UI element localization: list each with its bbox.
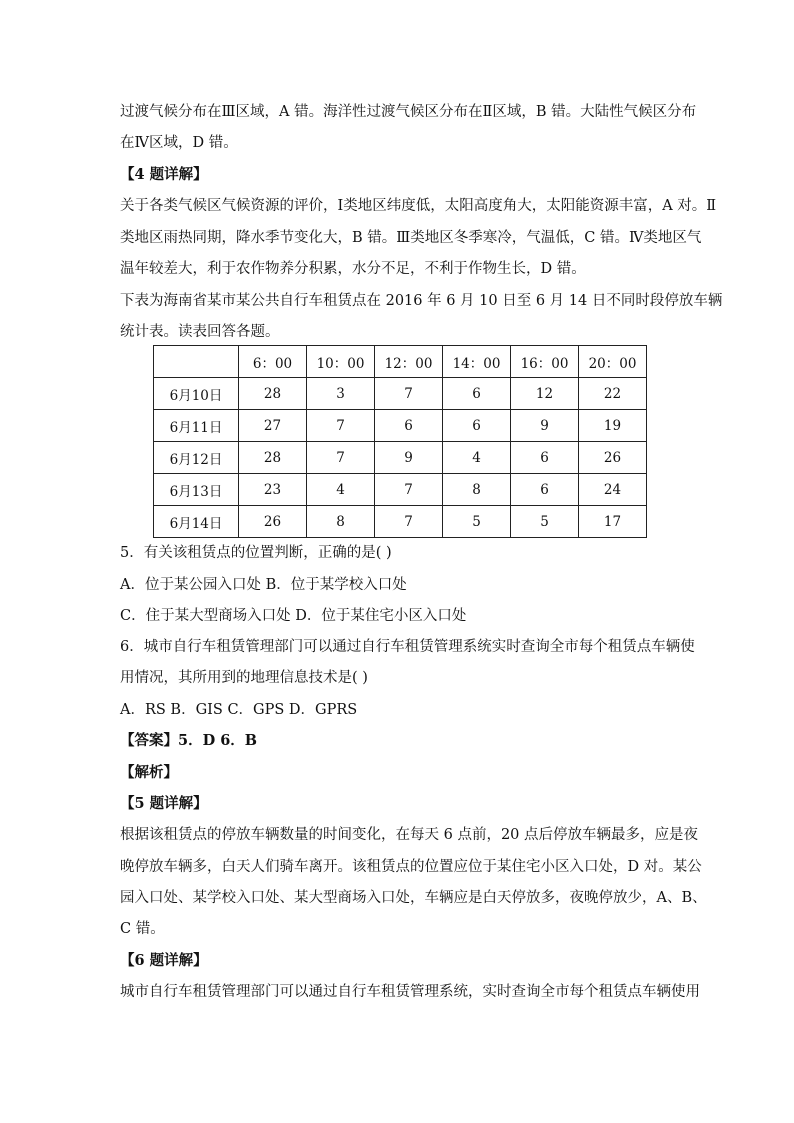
table-row xyxy=(154,410,647,442)
column-header: 20：00 xyxy=(579,346,647,378)
table-cell: 9 xyxy=(511,410,579,442)
table-cell: 7 xyxy=(307,410,375,442)
text-line: 统计表。读表回答各题。 xyxy=(120,324,280,340)
table-cell: 4 xyxy=(443,442,511,474)
text-line: 温年较差大，利于农作物养分积累，水分不足，不利于作物生长，D 错。 xyxy=(120,261,586,277)
question-5: 5．有关该租赁点的位置判断，正确的是( ) xyxy=(120,545,392,561)
column-header: 16：00 xyxy=(511,346,579,378)
answer-line: 【答案】5．D 6．B xyxy=(120,732,258,749)
table-cell: 8 xyxy=(307,506,375,538)
table-cell: 26 xyxy=(579,442,647,474)
table-cell: 5 xyxy=(511,506,579,538)
table-cell: 22 xyxy=(579,378,647,410)
analysis-heading: 【解析】 xyxy=(120,764,178,781)
section-heading: 【6 题详解】 xyxy=(120,952,208,969)
table-cell: 6 xyxy=(443,410,511,442)
row-label: 6月11日 xyxy=(154,410,239,442)
table-row xyxy=(154,506,647,538)
table-row xyxy=(154,378,647,410)
table-cell: 3 xyxy=(307,378,375,410)
table-cell: 19 xyxy=(579,410,647,442)
question-6-cont: 用情况，其所用到的地理信息技术是( ) xyxy=(120,670,368,686)
text-line: 在Ⅳ区域，D 错。 xyxy=(120,135,238,151)
text-line: 关于各类气候区气候资源的评价，Ⅰ类地区纬度低，太阳高度角大，太阳能资源丰富，A 对。Ⅱ xyxy=(120,198,717,214)
text-line: 晚停放车辆多，白天人们骑车离开。该租赁点的位置应位于某住宅小区入口处，D 对。某公 xyxy=(120,859,702,875)
question-5-options-cd: C．住于某大型商场入口处 D．位于某住宅小区入口处 xyxy=(120,608,467,624)
row-label: 6月12日 xyxy=(154,442,239,474)
table-cell: 28 xyxy=(239,442,307,474)
text-line: 根据该租赁点的停放车辆数量的时间变化，在每天 6 点前，20 点后停放车辆最多，应是夜 xyxy=(120,827,698,843)
table-cell: 8 xyxy=(443,474,511,506)
table-cell: 12 xyxy=(511,378,579,410)
table-cell: 17 xyxy=(579,506,647,538)
parking-stats-table xyxy=(153,345,647,538)
column-header: 14：00 xyxy=(443,346,511,378)
table-corner-cell xyxy=(154,346,239,378)
table-cell: 7 xyxy=(307,442,375,474)
question-6-options: A．RS B．GIS C．GPS D．GPRS xyxy=(120,702,358,718)
question-6: 6．城市自行车租赁管理部门可以通过自行车租赁管理系统实时查询全市每个租赁点车辆使 xyxy=(120,639,695,655)
text-line: 类地区雨热同期，降水季节变化大，B 错。Ⅲ类地区冬季寒冷，气温低，C 错。Ⅳ类地区气 xyxy=(120,230,702,246)
section-heading: 【4 题详解】 xyxy=(120,166,208,183)
table-cell: 24 xyxy=(579,474,647,506)
section-heading: 【5 题详解】 xyxy=(120,795,208,812)
row-label: 6月13日 xyxy=(154,474,239,506)
text-line: 园入口处、某学校入口处、某大型商场入口处，车辆应是白天停放多，夜晚停放少，A、B、 xyxy=(120,890,707,906)
text-line: 城市自行车租赁管理部门可以通过自行车租赁管理系统，实时查询全市每个租赁点车辆使用 xyxy=(120,984,700,1000)
table-cell: 5 xyxy=(443,506,511,538)
table-cell: 23 xyxy=(239,474,307,506)
text-line: C 错。 xyxy=(120,921,165,937)
table-cell: 4 xyxy=(307,474,375,506)
table-row xyxy=(154,442,647,474)
table-cell: 7 xyxy=(375,474,443,506)
row-label: 6月10日 xyxy=(154,378,239,410)
table-cell: 26 xyxy=(239,506,307,538)
text-line: 下表为海南省某市某公共自行车租赁点在 2016 年 6 月 10 日至 6 月 14 日不同时段停放车辆 xyxy=(120,293,723,309)
table-cell: 7 xyxy=(375,506,443,538)
column-header: 10：00 xyxy=(307,346,375,378)
table-cell: 28 xyxy=(239,378,307,410)
table-cell: 6 xyxy=(375,410,443,442)
column-header: 12：00 xyxy=(375,346,443,378)
table-cell: 7 xyxy=(375,378,443,410)
table-cell: 9 xyxy=(375,442,443,474)
row-label: 6月14日 xyxy=(154,506,239,538)
question-5-options-ab: A．位于某公园入口处 B．位于某学校入口处 xyxy=(120,577,407,593)
table-cell: 6 xyxy=(511,474,579,506)
text-line: 过渡气候分布在Ⅲ区域，A 错。海洋性过渡气候区分布在Ⅱ区域，B 错。大陆性气候区分布 xyxy=(120,104,697,120)
table-header-row xyxy=(154,346,647,378)
table-row xyxy=(154,474,647,506)
table-cell: 6 xyxy=(443,378,511,410)
column-header: 6：00 xyxy=(239,346,307,378)
table-cell: 6 xyxy=(511,442,579,474)
table-cell: 27 xyxy=(239,410,307,442)
